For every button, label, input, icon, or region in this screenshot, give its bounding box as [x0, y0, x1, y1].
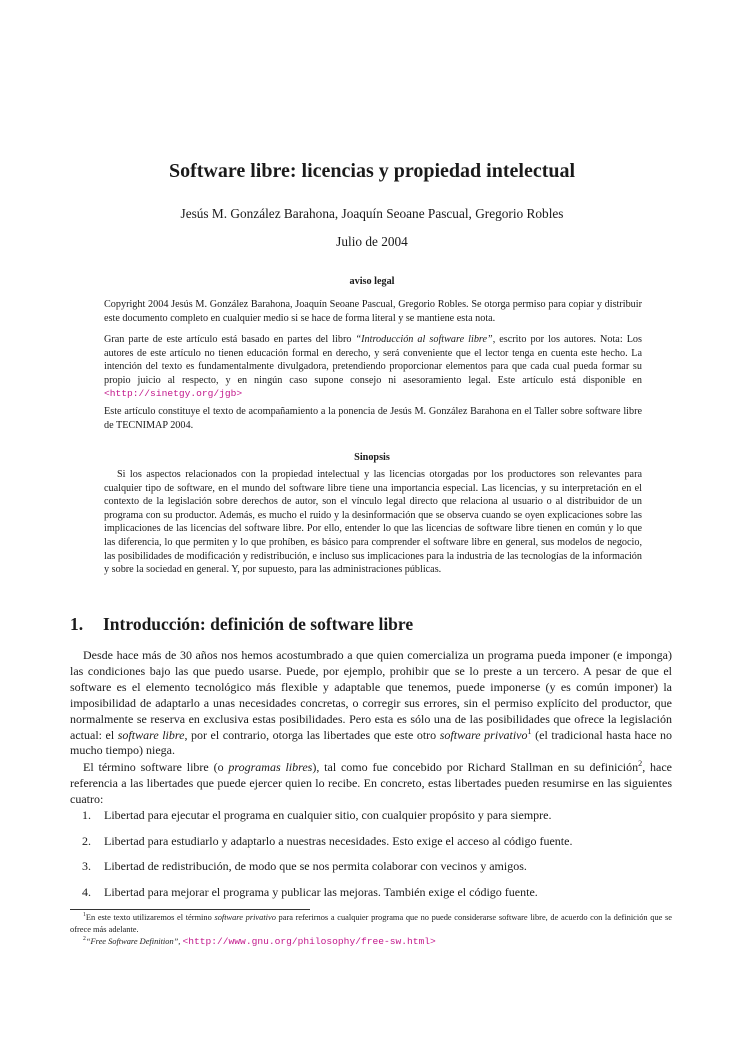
footnote-2-number: 2 [83, 936, 86, 943]
list-item-text: Libertad para mejorar el programa y publicar las mejoras. También exige el código fuente. [104, 884, 538, 899]
intro-p1-text: Desde hace más de 30 años nos hemos acostumbrado a que quien comercializa un programa pueda imponer (e imponga) las condiciones bajo las que puedo usarse. Puede, por ejemplo, prohibir que se lo preste a un tercero. A pesar de que el software es el elemento tecnológico más flexible y adaptable que tenemos, puede imponerse (y es común imponer) la imposibilidad de adaptarlo a unas necesidades concretas, o corregir sus errores, sin el permiso explícito del productor, que normalmente se reserva en exclusiva estas posibilidades. Pero esta es sólo una de las posibilidades que ofrece la legislación actual: el [70, 648, 672, 742]
footnote-ref-2[interactable]: 2 [638, 759, 643, 768]
footnote-2-separator: , [178, 937, 183, 946]
intro-paragraph-1 [70, 648, 672, 759]
intro-p2-text: El término software libre (o [83, 760, 229, 774]
legal-copyright: Copyright 2004 Jesús M. González Barahona, Joaquín Seoane Pascual, Gregorio Robles. Se otorga permiso para copiar y distribuir este documento completo en cualquier medio si se hace de forma literal y se mantiene esta nota. [104, 299, 642, 324]
list-item-text: Libertad para estudiarlo y adaptarlo a nuestras necesidades. Esto exige el acceso al código fuente. [104, 833, 573, 848]
section-heading [70, 614, 413, 635]
book-title: “Introducción al software libre” [355, 334, 493, 345]
legal-heading: aviso legal [349, 276, 395, 287]
term-programas-libres: programas libres [228, 760, 313, 774]
sinopsis-text: Si los aspectos relacionados con la propiedad intelectual y las licencias otorgadas por los productores son relevantes para cualquier tipo de software, en el mundo del software libre tiene una importancia especial. Las licencias, y su interpretación en el contexto de la legislación sobre derechos de autor, son el vínculo legal directo que relaciona al usuario o al distribuidor de un programa con su productor. Además, es mucho el ruido y la desinformación que se observa cuando se oyen explicaciones sobre las implicaciones de las licencias del software libre. Por ello, entender lo que las licencias de software libre tienen en común y lo que las diferencia, lo que permiten y lo que prohíben, es básico para comprender el software libre en general, sus modelos de negocio, las posibilidades de modificación y redistribución, e incluso sus implicaciones para la industria de las tecnologías de la información y sobre la sociedad en general. Y, por supuesto, para las administraciones públicas. [104, 469, 642, 576]
list-item-number: 2. [82, 833, 91, 848]
freedoms-list [70, 808, 672, 910]
list-item-number: 1. [82, 808, 91, 822]
list-item [70, 834, 672, 860]
footnote-1-term: software privativo [214, 913, 276, 922]
list-item-number: 4. [82, 884, 91, 899]
list-item [70, 859, 672, 885]
footnote-1-text-2: para referirnos a cualquier programa que no puede considerarse software libre, de acuerdo con la definición que se ofrece más adelante. [70, 913, 673, 934]
section-title: Introducción: definición de software libre [103, 614, 414, 634]
list-item [70, 885, 672, 911]
paper-authors: Jesús M. González Barahona, Joaquín Seoane Pascual, Gregorio Robles [180, 206, 564, 221]
intro-p1-text-3: (el tradicional hasta hace no mucho tiempo) niega. [70, 727, 672, 758]
intro-paragraph-2 [70, 760, 672, 808]
footnote-2 [70, 936, 672, 948]
footnote-divider [70, 909, 310, 910]
footnote-1-number: 1 [83, 912, 86, 919]
footnote-1-text: En este texto utilizaremos el término [85, 913, 215, 922]
legal-notice-text-2: , escrito por los autores. Nota: Los autores de este artículo no tienen educación formal en derecho, y será conveniente que el lector tenga en cuenta este hecho. La intención del texto es fundamentalmente divulgadora, pretendiendo proporcionar elementos para que cada cual pueda formar su propio juicio al respecto, y en ningún caso supone consejo ni asesoramiento legal. Este artículo está disponible en [104, 334, 642, 386]
footnote-ref-1[interactable]: 1 [527, 726, 532, 736]
paper-date: Julio de 2004 [336, 234, 408, 249]
list-item-text: Libertad para ejecutar el programa en cualquier sitio, con cualquier propósito y para siempre. [104, 808, 552, 822]
list-item-text: Libertad de redistribución, de modo que se nos permita colaborar con vecinos y amigos. [104, 859, 527, 873]
gnu-url-link[interactable]: <http://www.gnu.org/philosophy/free-sw.html> [182, 936, 436, 947]
footnote-2-title: “Free Software Definition” [85, 937, 179, 946]
intro-p2-text-2: ), tal como fue concebido por Richard Stallman en su definición [312, 760, 639, 774]
intro-p2-text-3: , hace referencia a las libertades que puede ejercer quien lo recibe. En concreto, estas libertades pueden resumirse en las siguientes cuatro: [70, 760, 673, 806]
paper-title: Software libre: licencias y propiedad intelectual [168, 160, 576, 182]
list-item-number: 3. [82, 859, 91, 873]
intro-p1-text-2: , por el contrario, otorga las libertades que este otro [184, 727, 440, 742]
section-number: 1. [70, 614, 84, 634]
sinopsis-heading: Sinopsis [354, 452, 390, 463]
list-item [70, 808, 672, 834]
legal-notice [104, 333, 642, 401]
legal-notice-text: Gran parte de este artículo está basado en partes del libro [104, 334, 356, 345]
term-software-privativo: software privativo [439, 727, 528, 742]
article-url-link[interactable]: <http://sinetgy.org/jgb> [104, 388, 243, 400]
term-software-libre: software libre [117, 727, 185, 742]
legal-presentation: Este artículo constituye el texto de acompañamiento a la ponencia de Jesús M. González Barahona en el Taller sobre software libre de TECNIMAP 2004. [104, 406, 642, 431]
footnote-1 [70, 912, 672, 935]
